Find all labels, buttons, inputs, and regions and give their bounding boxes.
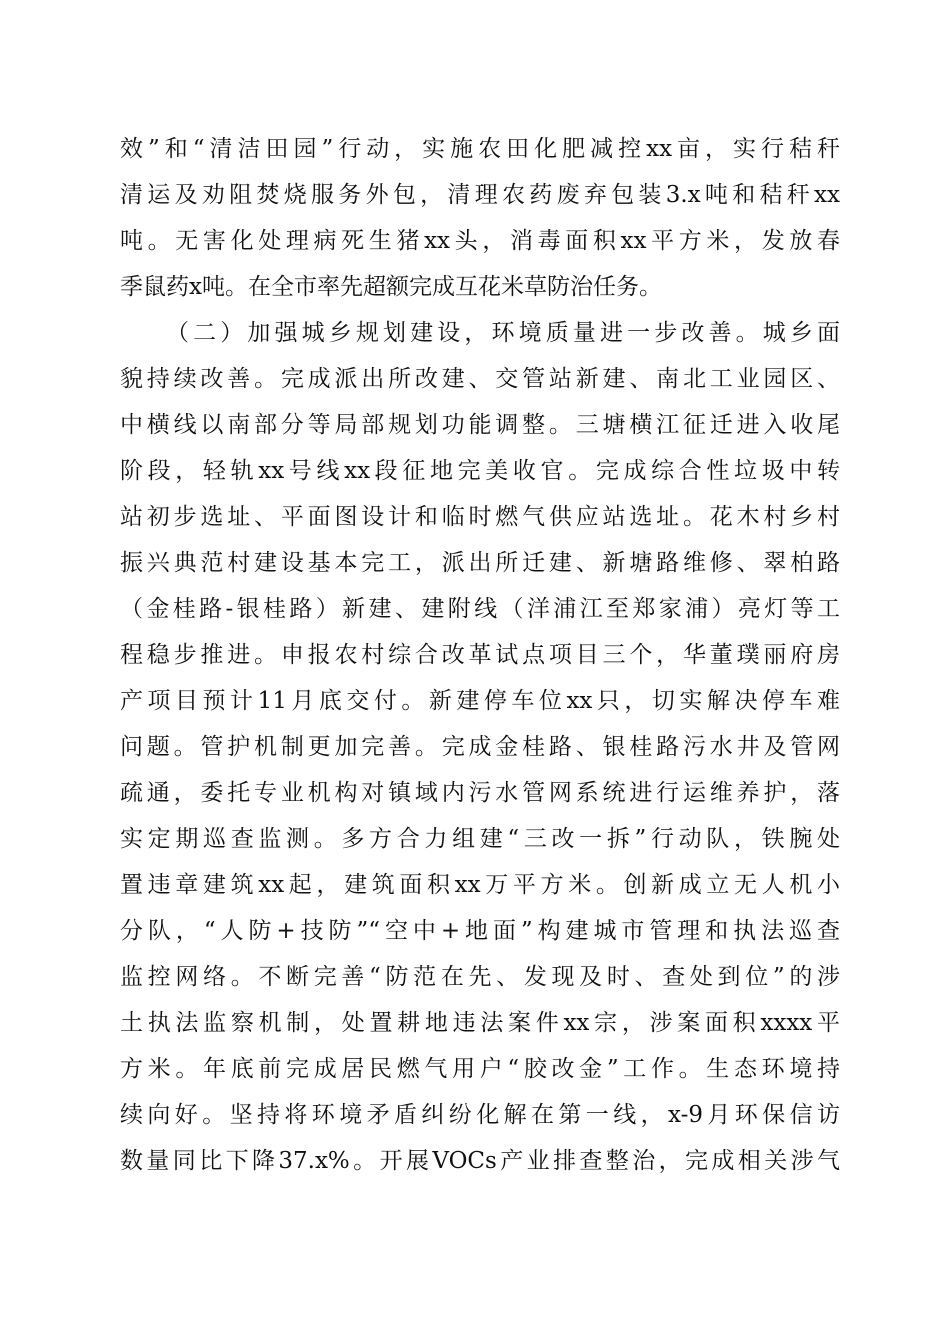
body-text — [120, 126, 840, 1184]
text-line: 分队，“人防+技防”“空中+地面”构建城市管理和执法巡查 — [120, 918, 840, 944]
text-line: 程稳步推进。申报农村综合改革试点项目三个，华董璞丽府房 — [120, 642, 840, 668]
text-line: 疏通，委托专业机构对镇域内污水管网系统进行运维养护，落 — [120, 780, 840, 806]
text-line: 监控网络。不断完善“防范在先、发现及时、查处到位”的涉 — [120, 964, 840, 990]
text-line: 方米。年底前完成居民燃气用户“胶改金”工作。生态环境持 — [120, 1056, 840, 1082]
text-line: 振兴典范村建设基本完工，派出所迁建、新塘路维修、翠柏路 — [120, 550, 840, 576]
text-line: 产项目预计11月底交付。新建停车位xx只，切实解决停车难 — [120, 688, 840, 714]
section-heading-line: （二）加强城乡规划建设，环境质量进一步改善。城乡面 — [166, 320, 840, 346]
text-line: 站初步选址、平面图设计和临时燃气供应站选址。花木村乡村 — [120, 504, 840, 530]
text-line: 季鼠药x吨。在全市率先超额完成互花米草防治任务。 — [120, 274, 662, 300]
text-line: 置违章建筑xx起，建筑面积xx万平方米。创新成立无人机小 — [120, 872, 840, 898]
text-line: 续向好。坚持将环境矛盾纠纷化解在第一线，x-9月环保信访 — [120, 1102, 840, 1128]
text-line: 实定期巡查监测。多方合力组建“三改一拆”行动队，铁腕处 — [120, 826, 840, 852]
text-line: 貌持续改善。完成派出所改建、交管站新建、南北工业园区、 — [120, 366, 840, 392]
text-line: 中横线以南部分等局部规划功能调整。三塘横江征迁进入收尾 — [120, 412, 840, 438]
text-line: 效”和“清洁田园”行动，实施农田化肥减控xx亩，实行秸秆 — [120, 136, 840, 162]
text-line: 清运及劝阻焚烧服务外包，清理农药废弃包装3.x吨和秸秆xx — [120, 182, 840, 208]
text-line: 土执法监察机制，处置耕地违法案件xx宗，涉案面积xxxx平 — [120, 1010, 840, 1036]
text-line: 阶段，轻轨xx号线xx段征地完美收官。完成综合性垃圾中转 — [120, 458, 840, 484]
text-line: 吨。无害化处理病死生猪xx头，消毒面积xx平方米，发放春 — [120, 228, 840, 254]
text-line: （金桂路-银桂路）新建、建附线（洋浦江至郑家浦）亮灯等工 — [120, 596, 840, 622]
text-line: 数量同比下降37.x%。开展VOCs产业排查整治，完成相关涉气 — [120, 1148, 840, 1174]
text-line: 问题。管护机制更加完善。完成金桂路、银桂路污水井及管网 — [120, 734, 840, 760]
